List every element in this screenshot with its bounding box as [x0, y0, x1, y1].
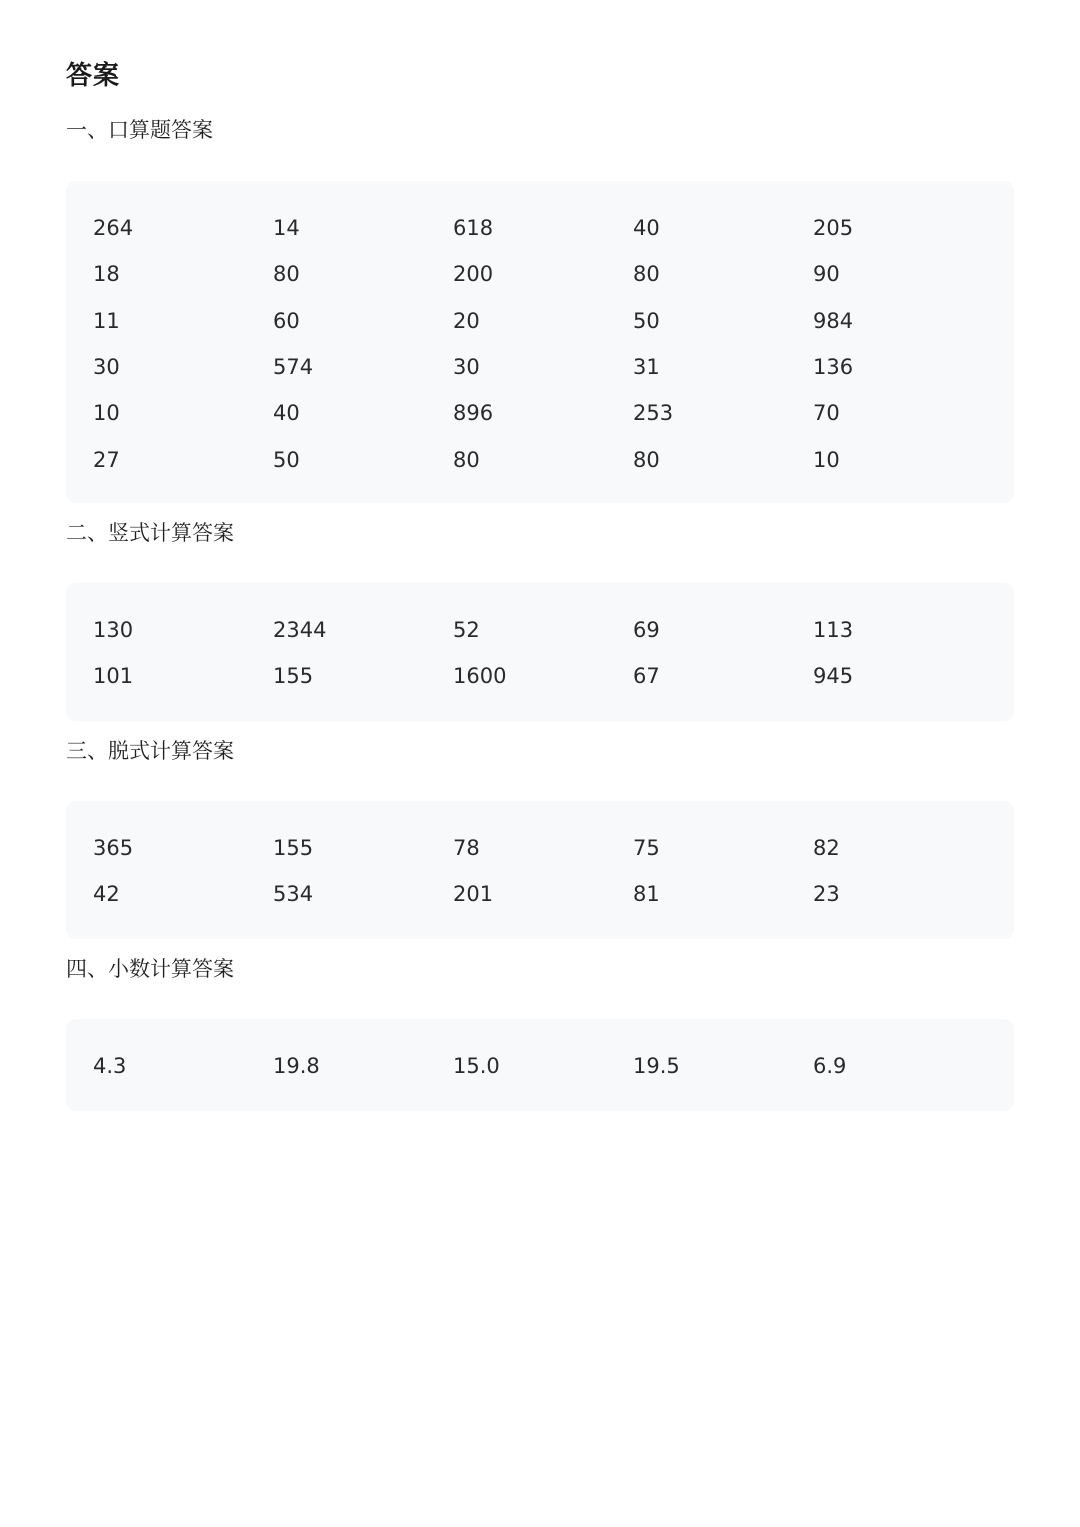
answer-cell: 534 [273, 882, 314, 907]
answer-row [93, 251, 1014, 297]
answer-row [93, 344, 1014, 390]
answer-cell: 40 [273, 401, 300, 426]
answer-cell: 2344 [273, 618, 327, 643]
answer-cell: 69 [633, 618, 660, 643]
answer-cell: 264 [93, 216, 134, 241]
answer-cell: 30 [453, 355, 480, 380]
answer-cell: 11 [93, 308, 120, 333]
answer-cell: 253 [633, 401, 674, 426]
answer-row [93, 653, 1014, 699]
answer-cell: 200 [453, 262, 494, 287]
answer-cell: 70 [813, 401, 840, 426]
answer-cell: 50 [633, 308, 660, 333]
answer-panel-step-calculation [66, 801, 1014, 939]
answer-cell: 20 [453, 308, 480, 333]
answer-cell: 31 [633, 355, 660, 380]
answer-panel-oral-calculation [66, 181, 1014, 503]
answer-cell: 19.8 [273, 1054, 320, 1079]
answer-cell: 4.3 [93, 1054, 127, 1079]
answer-panel-vertical-calculation [66, 583, 1014, 721]
answer-cell: 155 [273, 836, 314, 861]
section-heading-oral-calculation: 一、口算题答案 [66, 118, 213, 142]
answer-cell: 1600 [453, 664, 507, 689]
answer-cell: 75 [633, 836, 660, 861]
answer-cell: 40 [633, 216, 660, 241]
answer-panel-decimal-calculation [66, 1019, 1014, 1111]
answer-cell: 80 [633, 262, 660, 287]
answer-cell: 896 [453, 401, 494, 426]
answer-row [93, 436, 1014, 482]
answer-cell: 136 [813, 355, 854, 380]
answer-row [93, 825, 1014, 871]
section-heading-step-calculation: 三、脱式计算答案 [66, 739, 234, 763]
answer-cell: 205 [813, 216, 854, 241]
answer-cell: 42 [93, 882, 120, 907]
section-heading-decimal-calculation: 四、小数计算答案 [66, 957, 234, 981]
answer-cell: 27 [93, 447, 120, 472]
page-title: 答案 [66, 61, 121, 91]
answer-cell: 81 [633, 882, 660, 907]
answer-cell: 90 [813, 262, 840, 287]
answer-cell: 618 [453, 216, 494, 241]
answer-cell: 67 [633, 664, 660, 689]
answer-cell: 15.0 [453, 1054, 500, 1079]
answer-cell: 6.9 [813, 1054, 847, 1079]
answer-cell: 80 [273, 262, 300, 287]
answer-cell: 365 [93, 836, 134, 861]
answer-row [93, 205, 1014, 251]
answer-cell: 52 [453, 618, 480, 643]
answer-cell: 30 [93, 355, 120, 380]
answer-row [93, 607, 1014, 653]
answer-cell: 945 [813, 664, 854, 689]
answer-cell: 574 [273, 355, 314, 380]
answer-cell: 10 [813, 447, 840, 472]
answer-cell: 23 [813, 882, 840, 907]
answer-cell: 60 [273, 308, 300, 333]
answer-cell: 984 [813, 308, 854, 333]
answer-cell: 130 [93, 618, 134, 643]
answer-cell: 80 [633, 447, 660, 472]
answer-cell: 101 [93, 664, 134, 689]
section-heading-vertical-calculation: 二、竖式计算答案 [66, 521, 234, 545]
answer-cell: 113 [813, 618, 854, 643]
answer-row [93, 298, 1014, 344]
answer-cell: 10 [93, 401, 120, 426]
answer-cell: 201 [453, 882, 494, 907]
answer-cell: 78 [453, 836, 480, 861]
answer-row [93, 1043, 1014, 1089]
answer-cell: 14 [273, 216, 300, 241]
answer-cell: 155 [273, 664, 314, 689]
answer-cell: 18 [93, 262, 120, 287]
answer-cell: 50 [273, 447, 300, 472]
answer-row [93, 390, 1014, 436]
answer-cell: 19.5 [633, 1054, 680, 1079]
answer-cell: 82 [813, 836, 840, 861]
answer-cell: 80 [453, 447, 480, 472]
answer-row [93, 871, 1014, 917]
